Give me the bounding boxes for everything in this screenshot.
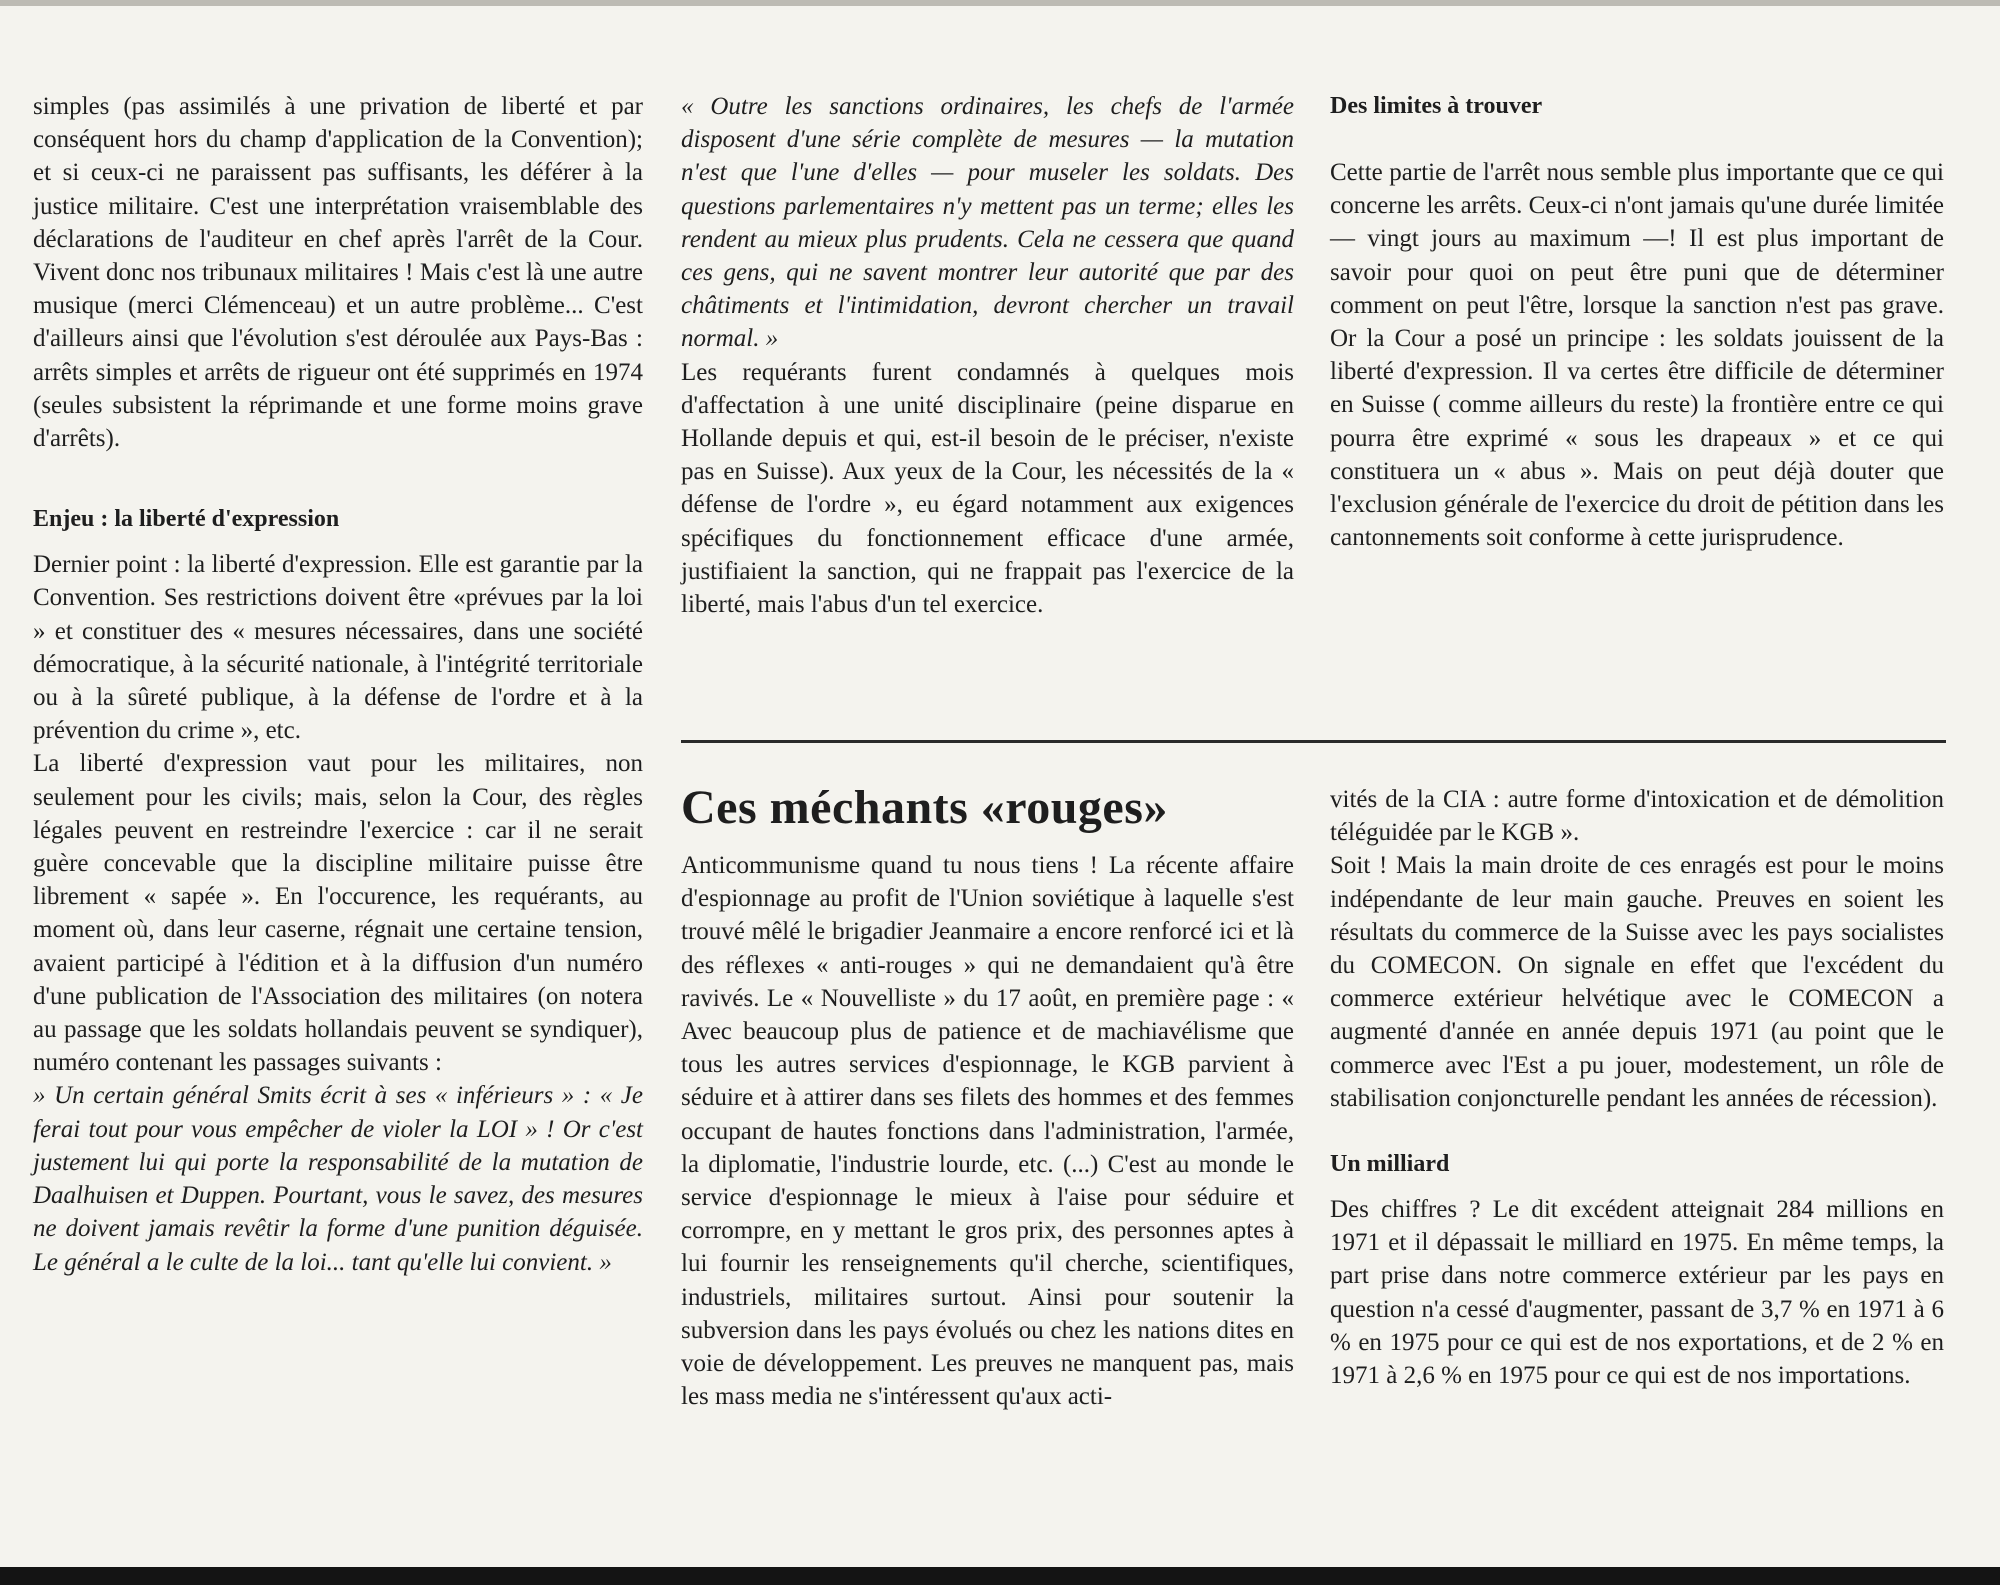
subheading-enjeu: Enjeu : la liberté d'expression [33,506,340,533]
article-title: Ces méchants «rouges» [681,781,1168,834]
page-bottom-edge [0,1567,2000,1585]
column-2-bottom [681,849,1294,1413]
column-3-bottom [1330,783,1944,1392]
paragraph-military-freedom: La liberté d'expression vaut pour les militaires, non seulement pour les civils; mais, selon la Cour, des règles légales peuvent en restreindre l'exercice : car il ne serait guère concevable que la discipline militaire puisse être librement « sapée ». En l'occurence, les requérants, au moment où, dans leur caserne, régnait une certaine tension, avaient participé à l'édition et à la diffusion d'un numéro d'une publication de l'Association des militaires (on notera au passage que les soldats hollandais peuvent se syndiquer), numéro contenant les passages suivants : [33,750,643,1077]
column-1 [33,90,643,1279]
subheading-milliard: Un milliard [1330,1151,1450,1178]
paragraph-intro: simples (pas assimilés à une privation de liberté et par conséquent hors du champ d'application de la Convention); et si ceux-ci ne paraissent pas suffisants, les déférer à la justice militaire. C'est une interprétation vraisemblable des déclarations de l'auditeur en chef après l'arrêt de la Cour. Vivent donc nos tribunaux militaires ! Mais c'est là une autre musique (merci Clémenceau) et un autre problème... C'est d'ailleurs ainsi que l'évolution s'est déroulée aux Pays-Bas : arrêts simples et arrêts de rigueur ont été supprimés en 1974 (seules subsistent la réprimande et une forme moins grave d'arrêts). [33,93,643,453]
paragraph-cia: vités de la CIA : autre forme d'intoxication et de démolition téléguidée par le KGB ». [1330,786,1944,847]
column-3-top [1330,90,1944,554]
paragraph-last-point: Dernier point : la liberté d'expression. Elle est garantie par la Convention. Ses restrictions doivent être «prévues par la loi » et constituer des « mesures nécessaires, dans une société démocratique, à la sécurité nationale, à l'intégrité territoriale ou à la sûreté publique, à la défense de l'ordre et à la prévention du crime », etc. [33,551,643,745]
paragraph-comecon: Soit ! Mais la main droite de ces enragés est pour le moins indépendante de leur main gauche. Preuves en soient les résultats du commerce de la Suisse avec les pays socialistes du COMECON. On signale en effet que l'excédent du commerce extérieur helvétique avec le COMECON a augmenté d'année en année depuis 1971 (au point que le commerce avec l'Est a pu jouer, modestement, un rôle de stabilisation conjoncturelle pendant les années de récession). [1330,852,1944,1112]
subheading-limits: Des limites à trouver [1330,93,1543,119]
column-2-top [681,90,1294,621]
article-divider [681,740,1946,743]
paragraph-anticommunism: Anticommunisme quand tu nous tiens ! La récente affaire d'espionnage au profit de l'Union soviétique à laquelle s'est trouvé mêlé le brigadier Jeanmaire a encore renforcé ici et là des réflexes « anti-rouges » qui ne demandaient qu'à être ravivés. Le « Nouvelliste » du 17 août, en première page : « Avec beaucoup plus de patience et de machiavélisme que tous les autres services d'espionnage, le KGB parvient à séduire et à attirer dans ses filets des hommes et des femmes occupant de hautes fonctions dans l'administration, l'armée, la diplomatie, l'industrie lourde, etc. (...) C'est au monde le service d'espionnage le mieux à l'aise pour séduire et corrompre, en y mettant le gros prix, des personnes aptes à lui fournir les renseignements qu'il cherche, scientifiques, industriels, militaires surtout. Ainsi pour soutenir la subversion dans les pays évolués ou chez les nations dites en voie de développement. Les preuves ne manquent pas, mais les mass media ne s'intéressent qu'aux acti- [681,852,1294,1411]
quote-general-smits: » Un certain général Smits écrit à ses « inférieurs » : « Je ferai tout pour vous empêcher de violer la LOI » ! Or c'est justement lui qui porte la responsabilité de la mutation de Daalhuisen et Duppen. Pourtant, vous le savez, des mesures ne doivent jamais revêtir la forme d'une punition déguisée. Le général a le culte de la loi... tant qu'elle lui convient. » [33,1082,643,1276]
quote-army-chiefs: « Outre les sanctions ordinaires, les chefs de l'armée disposent d'une série complète de mesures — la mutation n'est que l'une d'elles — pour museler les soldats. Des questions parlementaires n'y mettent pas un terme; elles les rendent au mieux plus prudents. Cela ne cessera que quand ces gens, qui ne savent montrer leur autorité que par des châtiments et l'intimidation, devront chercher un travail normal. » [681,93,1294,353]
page-top-edge [0,0,2000,6]
paragraph-figures: Des chiffres ? Le dit excédent atteignait 284 millions en 1971 et il dépassait le milliard en 1975. En même temps, la part prise dans notre commerce extérieur par les pays en question n'a cessé d'augmenter, passant de 3,7 % en 1971 à 6 % en 1975 pour ce qui est de nos exportations, et de 2 % en 1971 à 2,6 % en 1975 pour ce qui est de nos importations. [1330,1196,1944,1390]
paragraph-sentence: Les requérants furent condamnés à quelques mois d'affectation à une unité disciplinaire (peine disparue en Hollande depuis et qui, est-il besoin de le préciser, n'existe pas en Suisse). Aux yeux de la Cour, les nécessités de la « défense de l'ordre », eu égard notamment aux exigences spécifiques du fonctionnement efficace d'une armée, justifiaient la sanction, qui ne frappait pas l'exercice de la liberté, mais l'abus d'un tel exercice. [681,358,1294,619]
paragraph-limits: Cette partie de l'arrêt nous semble plus importante que ce qui concerne les arrêts. Ceux-ci n'ont jamais qu'une durée limitée — vingt jours au maximum —! Il est plus important de savoir pour quoi on peut être puni que de déterminer comment on peut l'être, lorsque la sanction n'est pas grave. Or la Cour a posé un principe : les soldats jouissent de la liberté d'expression. Il va certes être difficile de déterminer en Suisse ( comme ailleurs du reste) la frontière entre ce qui pourra être exprimé « sous les drapeaux » et ce qui constituera un « abus ». Mais on peut déjà douter que l'exclusion générale de l'exercice du droit de pétition dans les cantonnements soit conforme à cette jurisprudence. [1330,159,1944,552]
